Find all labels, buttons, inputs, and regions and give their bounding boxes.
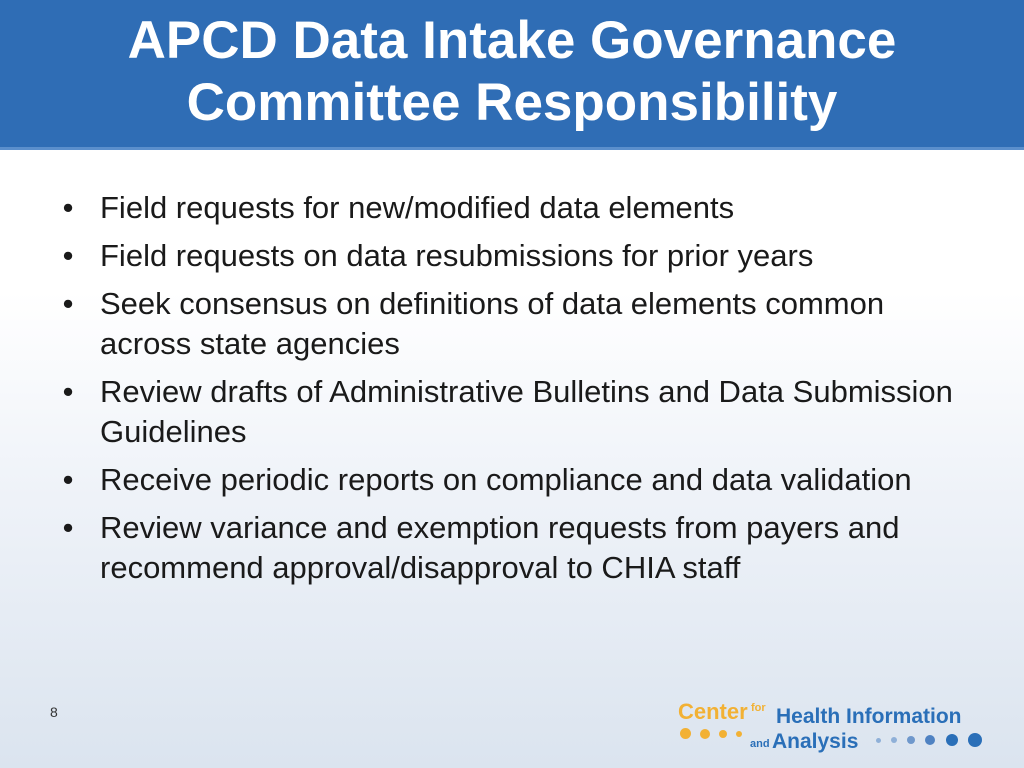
bullet-text: Review drafts of Administrative Bulletins and Data Submission Guidelines [100, 374, 953, 449]
bullet-dot-icon: • [62, 190, 74, 225]
bullet-list [58, 188, 958, 596]
logo-dot-icon [700, 729, 710, 739]
logo-center-text: Center [678, 699, 748, 724]
title-bar [0, 0, 1024, 150]
bullet-item [58, 188, 958, 228]
bullet-dot-icon: • [62, 510, 74, 545]
bullet-item [58, 460, 958, 500]
bullet-dot-icon: • [62, 462, 74, 497]
logo-dot-icon [719, 730, 727, 738]
bullet-item [58, 508, 958, 588]
logo-for-text: for [751, 702, 766, 714]
bullet-text: Field requests on data resubmissions for prior years [100, 238, 814, 273]
bullet-dot-icon: • [62, 374, 74, 409]
bullet-item [58, 372, 958, 452]
logo-dot-icon [946, 734, 958, 746]
slide-title: APCD Data Intake Governance Committee Responsibility [127, 11, 897, 132]
logo-dot-icon [680, 728, 691, 739]
logo-dot-icon [736, 731, 742, 737]
logo-analysis-text: Analysis [772, 730, 859, 753]
logo-dot-icon [968, 733, 982, 747]
logo-dot-icon [876, 738, 881, 743]
chia-logo [676, 700, 986, 758]
logo-dot-icon [907, 736, 915, 744]
bullet-text: Receive periodic reports on compliance and data validation [100, 462, 912, 497]
bullet-dot-icon: • [62, 286, 74, 321]
bullet-item [58, 236, 958, 276]
logo-dot-icon [925, 735, 935, 745]
logo-dot-icon [891, 737, 897, 743]
logo-health-information-text: Health Information [776, 705, 962, 728]
bullet-item [58, 284, 958, 364]
slide-number: 8 [50, 704, 58, 720]
bullet-text: Field requests for new/modified data elements [100, 190, 735, 225]
logo-and-text: and [750, 738, 770, 750]
bullet-text: Review variance and exemption requests from payers and recommend approval/disapproval to CHIA staff [100, 510, 900, 585]
bullet-text: Seek consensus on definitions of data elements common across state agencies [100, 286, 885, 361]
bullet-dot-icon: • [62, 238, 74, 273]
